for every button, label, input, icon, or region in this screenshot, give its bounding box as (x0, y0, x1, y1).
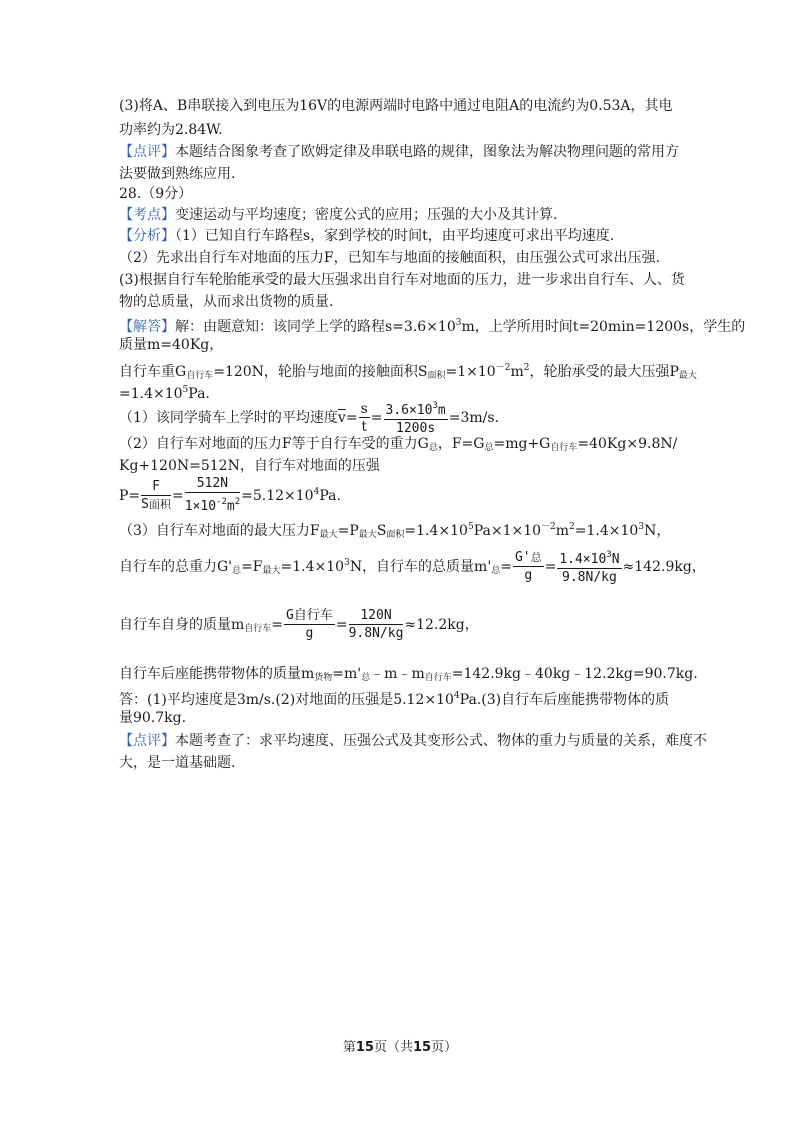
fenxi-tag: 【分析】 (119, 228, 175, 244)
p27-comment-1: 【点评】本题结合图象考查了欧姆定律及串联电路的规律，图象法为解决物理问题的常用方 (119, 144, 679, 160)
q3-line-3: 自行车自身的质量$m_{自行车}=$ $\frac{\text{G自行车}}{g}$ = $\frac{120N}{9.8N/kg}$ ≈12.2kg， (119, 607, 479, 641)
p27-line-1: (3)将A、B串联接入到电压为16V的电源两端时电路中通过电阻A的电流约为0.53A，其电 (119, 98, 673, 114)
p27-line-2: 功率约为2.84W. (119, 122, 223, 138)
q3-line-4: 自行车后座能携带物体的质量$m_{货物}=m'_总﹣m﹣m_{自行车}=142.9kg﹣40kg﹣12.2kg=90.7kg$. (119, 666, 698, 683)
p28-jieda-1: 【解答】解：由题意知：该同学上学的路程$s=3.6\times 10^3m$，上学所用时间t=20min=1200s，学生的 (119, 318, 746, 335)
p27-comment-2: 法要做到熟练应用. (119, 166, 236, 182)
q3-frac-gg: $\frac{\text{G'总}}{g}$ (514, 549, 542, 583)
q1-line: （1）该同学骑车上学时的平均速度$\overline{v}=$ $\frac{s}{t}$ = $\frac{3.6\times 10^3m}{1200s}$ =3m/s. (119, 398, 499, 438)
answer-line-1: 答：(1)平均速度是3m/s.(2)对地面的压强是$5.12\times 10^4Pa.(3)$自行车后座能携带物体的质 (119, 691, 670, 708)
q2-frac-values: $\frac{512N}{1\times 10^{-2}m^2}$ (184, 476, 241, 514)
comment-tag: 【点评】 (119, 733, 175, 749)
q2-frac-fs: $\frac{F}{\text{S面积}}$ (141, 478, 171, 512)
q1-frac-st: $\frac{s}{t}$ (360, 400, 368, 435)
p28-fenxi-1: 【分析】（1）已知自行车路程s，家到学校的时间t，由平均速度可求出平均速度. (119, 228, 615, 244)
q3-frac-mass: $\frac{1.4\times 10^3N}{9.8N/kg}$ (557, 547, 621, 587)
q3-frac-bikemass: $\frac{120N}{9.8N/kg}$ (348, 607, 404, 641)
q2-line-3: P= $\frac{F}{\text{S面积}}$ = $\frac{512N}{1\times 10^{-2}m^2}$ $=5.12\times 10^4Pa$. (119, 476, 341, 514)
comment-tag: 【点评】 (119, 144, 175, 160)
q2-line-2: Kg+120N=512N，自行车对地面的压强 (119, 458, 380, 474)
p28-header: 28.（9分） (119, 186, 193, 202)
q3-frac-gbike: $\frac{\text{G自行车}}{g}$ (286, 607, 333, 641)
q3-line-1: （3）自行车对地面的最大压力$F_{最大}=P_{最大}S_{面积}=1.4\times 10^5Pa\times 1\times 10^{-2}m^2=1.4\times 10^3N$， (119, 522, 671, 540)
p28-fenxi-3a: (3)根据自行车轮胎能承受的最大压强求出自行车对地面的压力，进一步求出自行车、人、货 (119, 272, 685, 288)
q2-line-1: （2）自行车对地面的压力F等于自行车受的重力$G_总$，$F=G_总=mg+G_{自行车}=40Kg\times 9.8N/$ (119, 436, 678, 453)
p28-jieda-2: 质量m=40Kg， (119, 337, 224, 353)
p28-jieda-3: 自行车重$G_{自行车}=120N$，轮胎与地面的接触面积$S_{面积}=1\times 10^{-2}m^2$，轮胎承受的最大压强$P_{最大}$ (119, 363, 697, 381)
kaodian-tag: 【考点】 (119, 207, 175, 223)
p28-comment-1: 【点评】本题考查了：求平均速度、压强公式及其变形公式、物体的重力与质量的关系，难度不 (119, 733, 707, 749)
p28-fenxi-3b: 物的总质量，从而求出货物的质量. (119, 294, 334, 310)
page-footer: 第15页（共15页） (342, 1040, 458, 1055)
jieda-tag: 【解答】 (119, 319, 175, 335)
p28-comment-2: 大，是一道基础题. (119, 755, 236, 771)
p28-kaodian: 【考点】变速运动与平均速度；密度公式的应用；压强的大小及其计算. (119, 207, 558, 223)
answer-line-2: 量90.7kg. (119, 710, 187, 726)
p28-jieda-4: $=1.4\times 10^5Pa$. (119, 385, 210, 402)
p28-fenxi-2: （2）先求出自行车对地面的压力F，已知车与地面的接触面积，由压强公式可求出压强. (119, 250, 661, 266)
q1-frac-values: $\frac{3.6\times 10^3m}{1200s}$ (384, 398, 448, 438)
q3-line-2: 自行车的总重力$G'_总=F_{最大}=1.4\times 10^3N$，自行车的总质量$m'_总=$ $\frac{\text{G'总}}{g}$ = $\frac{1.4\times 10^3N}{9.8N/kg}$ ≈142.9kg， (119, 544, 706, 590)
